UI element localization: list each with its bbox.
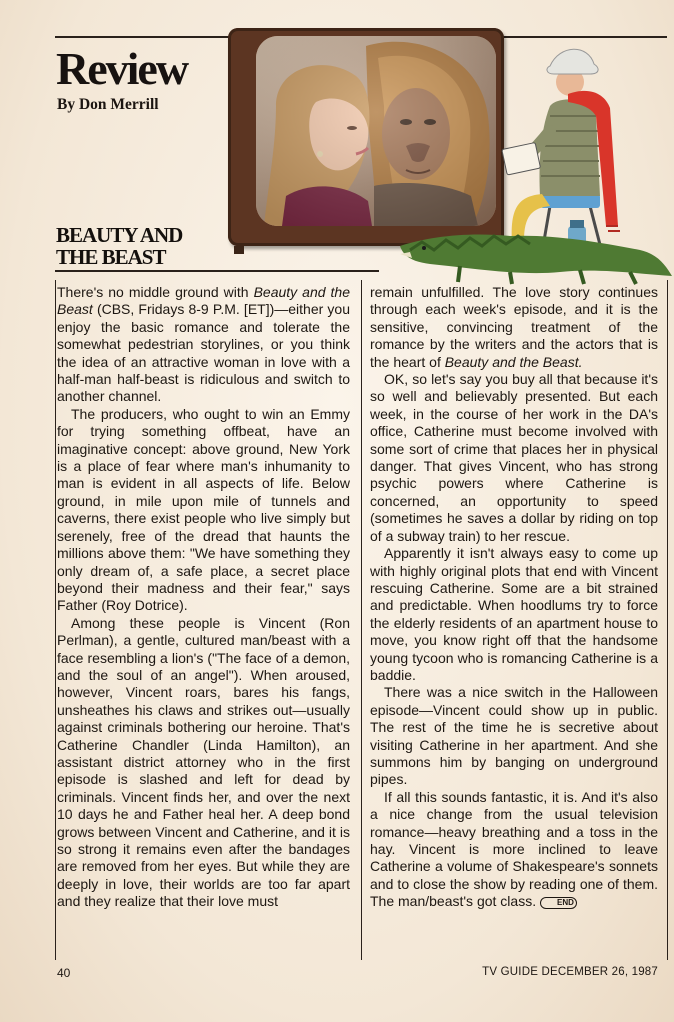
column-rule-right [667,280,668,960]
page-number: 40 [57,966,71,980]
paragraph-7: There was a nice switch in the Halloween episode—Vincent could show up in public. The rest of the time he is secretive about visiting Catherine in her apartment. And she summons him by banging on underground pipes. [370,684,658,788]
show-title [56,224,182,268]
paragraph-5: OK, so let's say you buy all that because it's so well and believably presented. But each week, in the course of her work in the DA's office, Catherine must become involved with some sort of crime that places her in physical danger. That gives Vincent, who has strong psychic powers where Catherine is concerned, an opportunity to speed (sometimes he saves a dollar by riding on top of a subway train) to her rescue. [370,371,658,544]
show-title-line1: BEAUTY AND [56,223,183,247]
p1-start: There's no middle ground with [57,284,254,300]
publication-footer: TV GUIDE DECEMBER 26, 1987 [482,966,658,978]
paragraph-2: The producers, who ought to win an Emmy for trying something offbeat, have an imaginative concept: above ground, New York is a place of fear where man's inhumanity to man is evident in all aspects of life. Below ground, in mile upon mile of tunnels and caverns, there exist people who live simply but serenely, free of the dread that haunts the millions above them: "We have something they only dream of, a safe place, a secret place beyond their madness and their fear," says Father (Roy Dotrice). [57,405,350,614]
end-mark-icon: END [540,897,577,909]
paragraph-3: Among these people is Vincent (Ron Perlman), a gentle, cultured man/beast with a face resembling a lion's ("The face of a demon, and the soul of an angel"). When aroused, however, Vincent roars, bares his fangs, unsheathes his claws and strikes out—usually against criminals bothering our heroine. That's Catherine Chandler (Linda Hamilton), an assistant district attorney who in the first episode is slashed and left for dead by criminals. Vincent finds her, and over the next 10 days he and Father heal her. A deep bond grows between Vincent and Catherine, and it is so strong it remains even after the bandages are removed from her eyes. But while they are deeply in love, their worlds are too far apart and they realize that their love must [57,614,350,910]
section-title: Review [56,43,188,94]
p4-text: remain unfulfilled. The love story continues through each week's episode, and it is the sensitive, convincing treatment of the romance by the writers and the actors that is the heart of [370,284,658,370]
paragraph-6: Apparently it isn't always easy to come up with highly original plots that end with Vincent rescuing Catherine. Some are a bit strained and predictable. When hoodlums try to force the elderly residents of an apartment house to move, you know right off that the handsome young tycoon who is romancing Catherine is a baddie. [370,545,658,683]
paragraph-4 [370,284,658,371]
column-divider [361,280,362,960]
title-underline [55,270,379,272]
p8-text: If all this sounds fantastic, it is. And it's also a nice change from the usual television romance—heavy breathing and a toss in the hay. Vincent is more inclined to leave Catherine a volume of Shakespeare's sonnets and to close the show by reading one of them. The man/beast's got class. [370,788,658,910]
show-title-line2: THE BEAST [56,245,166,269]
paragraph-1 [57,284,350,406]
paragraph-8 [370,789,658,911]
show-name-italic-2: Beauty and the Beast. [444,353,583,370]
article-left-column [57,284,350,964]
show-name-italic: Beauty and the Beast [57,284,350,318]
artist-illustration [400,36,672,286]
column-rule-left [55,280,56,960]
byline: By Don Merrill [57,96,159,113]
p1-rest: (CBS, Fridays 8-9 P.M. [ET])—either you enjoy the basic romance and tolerate the somewhat pedestrian storylines, or you think the idea of an attractive woman in love with a half-man half-beast is ridiculous and switch to another channel. [57,301,350,405]
article-right-column [370,284,658,964]
